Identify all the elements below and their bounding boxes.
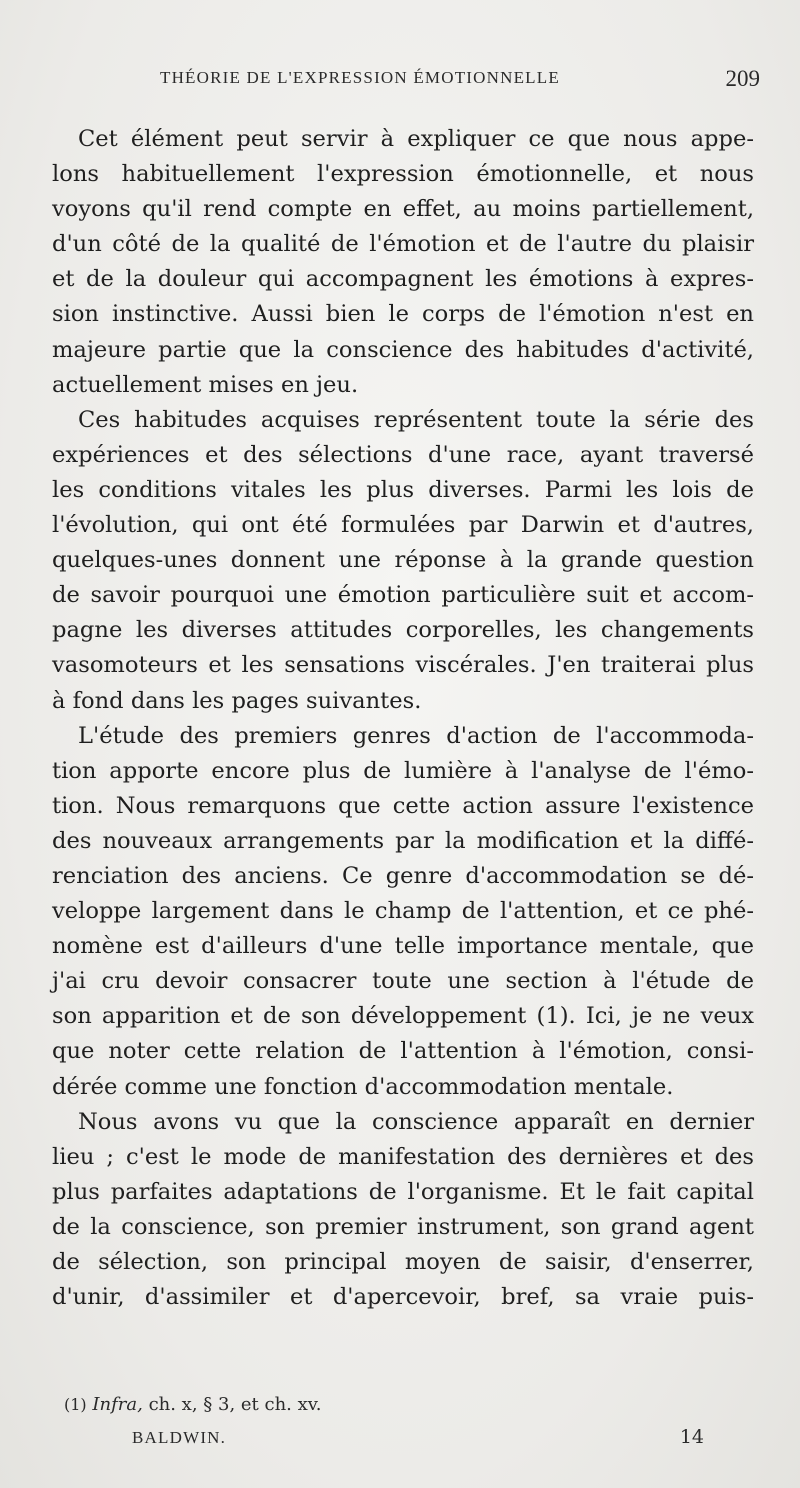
text-line: L'étude des premiers genres d'action de l'accommoda- xyxy=(78,722,754,749)
text-line: plus parfaites adaptations de l'organisme. Et le fait capital xyxy=(52,1178,754,1205)
footnote xyxy=(64,1390,754,1420)
text-line: pagne les diverses attitudes corporelles, les changements xyxy=(52,617,754,644)
running-head xyxy=(160,66,760,92)
body-text xyxy=(52,122,754,1315)
text-line: Ces habitudes acquises représentent toute la série des xyxy=(78,406,754,433)
text-line: d'unir, d'assimiler et d'apercevoir, bref, sa vraie puis- xyxy=(52,1284,754,1311)
text-line: lieu ; c'est le mode de manifestation des dernières et des xyxy=(52,1143,754,1170)
text-line: de la conscience, son premier instrument, son grand agent xyxy=(52,1213,754,1240)
text-line: renciation des anciens. Ce genre d'accommodation se dé- xyxy=(52,862,754,889)
sheet-number: 14 xyxy=(679,1426,704,1448)
page-number: 209 xyxy=(725,66,760,91)
text-line: Cet élément peut servir à expliquer ce que nous appe- xyxy=(78,126,754,152)
text-line: actuellement mises en jeu. xyxy=(52,371,359,398)
text-line: tion. Nous remarquons que cette action assure l'existence xyxy=(52,792,754,819)
text-line: vasomoteurs et les sensations viscérales. J'en traiterai plus xyxy=(52,652,754,679)
text-line: quelques-unes donnent une réponse à la grande question xyxy=(52,547,754,574)
text-line: majeure partie que la conscience des habitudes d'activité, xyxy=(52,336,754,363)
text-line: lons habituellement l'expression émotionnelle, et nous xyxy=(52,161,754,188)
text-line: et de la douleur qui accompagnent les émotions à expres- xyxy=(52,266,754,293)
text-line: tion apporte encore plus de lumière à l'analyse de l'émo- xyxy=(52,757,754,784)
footnote-italic: Infra, xyxy=(92,1394,143,1415)
text-line: de savoir pourquoi une émotion particulière suit et accom- xyxy=(52,582,754,609)
text-line: les conditions vitales les plus diverses. Parmi les lois de xyxy=(52,476,754,503)
text-line: voyons qu'il rend compte en effet, au moins partiellement, xyxy=(52,196,754,223)
running-title: THÉORIE DE L'EXPRESSION ÉMOTIONNELLE xyxy=(160,68,560,87)
text-line: j'ai cru devoir consacrer toute une section à l'étude de xyxy=(52,968,754,995)
text-line: nomène est d'ailleurs d'une telle importance mentale, que xyxy=(52,933,754,960)
text-line: de sélection, son principal moyen de saisir, d'enserrer, xyxy=(52,1249,754,1275)
signature-row xyxy=(64,1422,754,1458)
printer-signature: BALDWIN. xyxy=(132,1428,227,1447)
text-line: expériences et des sélections d'une race, ayant traversé xyxy=(52,441,754,468)
text-line: sion instinctive. Aussi bien le corps de l'émotion n'est en xyxy=(52,301,754,328)
text-line: Nous avons vu que la conscience apparaît en dernier xyxy=(78,1108,754,1135)
text-line: dérée comme une fonction d'accommodation mentale. xyxy=(52,1073,674,1100)
text-line: des nouveaux arrangements par la modification et la diffé- xyxy=(52,827,754,854)
text-line: d'un côté de la qualité de l'émotion et de l'autre du plaisir xyxy=(52,231,754,258)
text-line: veloppe largement dans le champ de l'attention, et ce phé- xyxy=(52,898,754,925)
footnote-text: ch. x, § 3, et ch. xv. xyxy=(142,1394,322,1415)
text-line: que noter cette relation de l'attention à l'émotion, consi- xyxy=(52,1038,754,1065)
text-line: à fond dans les pages suivantes. xyxy=(52,687,422,714)
text-line: l'évolution, qui ont été formulées par Darwin et d'autres, xyxy=(52,512,754,539)
text-line: son apparition et de son développement (1). Ici, je ne veux xyxy=(52,1003,754,1030)
footnote-marker: (1) xyxy=(64,1395,87,1414)
footnote-area xyxy=(64,1390,754,1458)
